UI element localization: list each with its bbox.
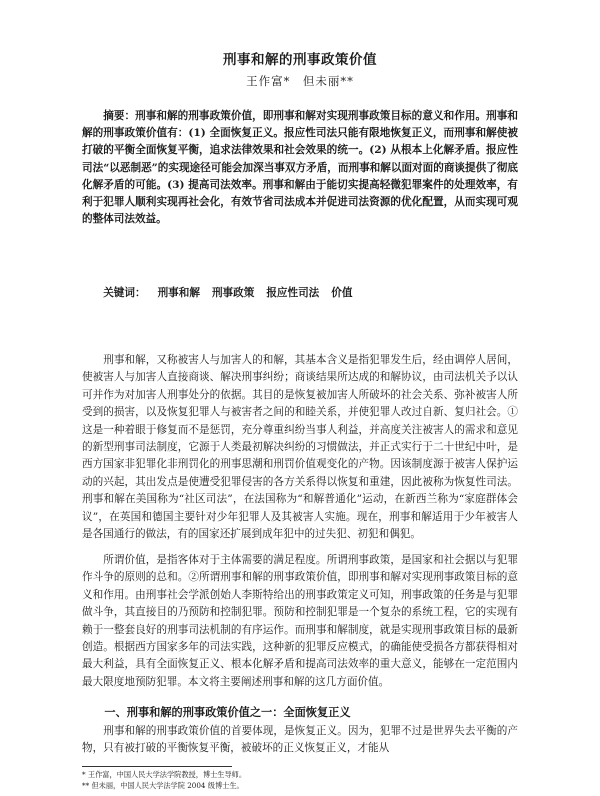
footnote: * 王作富，中国人民大学法学院教授，博士生导师。 <box>82 770 247 779</box>
abstract <box>82 108 518 228</box>
keyword-item: 价值 <box>331 287 353 299</box>
abstract-text: 刑事和解的刑事政策价值，即刑事和解对实现刑事政策目标的意义和作用。刑事和解的刑事政策价值有：(1) 全面恢复正义。报应性司法只能有限地恢复正义，而刑事和解使被打破的平衡全面恢复平衡，追求法律效果和社会效果的统一。(2) 从根本上化解矛盾。报应性司法“以恶制恶”的实现途径可能会加深当事双方矛盾，而刑事和解以面对面的商谈提供了彻底化解矛盾的可能。(3) 提高司法效率。刑事和解由于能切实提高轻微犯罪案件的处理效率，有利于犯罪人顺利实现再社会化，有效节省司法成本并促进司法资源的优化配置，从而实现可观的整体司法效益。 <box>82 110 519 226</box>
footnote-divider <box>82 766 232 767</box>
footnote: ** 但未丽，中国人民大学法学院 2004 级博士生。 <box>82 780 244 790</box>
keyword-item: 刑事和解 <box>157 287 200 299</box>
paper-title: 刑事和解的刑事政策价值 <box>223 52 377 68</box>
footnotes <box>82 770 518 791</box>
keywords-label: 关键词： <box>103 287 146 299</box>
paper-authors: 王作富* 但未丽** <box>246 74 354 88</box>
abstract-label: 摘要： <box>103 110 136 122</box>
keyword-item: 刑事政策 <box>211 287 255 299</box>
body-paragraph-1: 刑事和解，又称被害人与加害人的和解，其基本含义是指犯罪发生后，经由调停人居间，使被害人与加害人直接商谈、解决刑事纠纷；商谈结果所达成的和解协议，由司法机关予以认可并作为对加害人刑事处分的依据。其目的是恢复被加害人所破坏的社会关系、弥补被害人所受到的损害，以及恢复犯罪人与被害者之间的和睦关系，并使犯罪人改过自新、复归社会。①这是一种着眼于修复而不是惩罚，充分尊重纠纷当事人利益，并高度关注被害人的需求和意见的新型刑事司法制度，它源于人类最初解决纠纷的习惯做法，并正式实行于二十世纪中叶，是西方国家非犯罪化非刑罚化的刑事思潮和刑罚价值观变化的产物。因该制度源于被害人保护运动的兴起，其出发点是使遭受犯罪侵害的各方关系得以恢复和重建，因此被称为恢复性司法。刑事和解在美国称为“社区司法”，在法国称为“和解普通化”运动，在新西兰称为“家庭群体会议”，在英国和德国主要针对少年犯罪人及其被害人实施。现在，刑事和解适用于少年被害人是各国通行的做法，有的国家还扩展到成年犯中的过失犯、初犯和偶犯。 <box>82 354 518 541</box>
keyword-item: 报应性司法 <box>266 287 320 299</box>
section-heading: 一、刑事和解的刑事政策价值之一：全面恢复正义 <box>104 705 351 719</box>
keywords <box>82 285 518 300</box>
body-paragraph-3: 刑事和解的刑事政策价值的首要体现，是恢复正义。因为，犯罪不过是世界失去平衡的产物，只有被打破的平衡恢复平衡，被破坏的正义恢复正义，才能从 <box>82 725 518 755</box>
body-paragraph-2: 所谓价值，是指客体对于主体需要的满足程度。所谓刑事政策，是国家和社会据以与犯罪作斗争的原则的总和。②所谓刑事和解的刑事政策价值，即刑事和解对实现刑事政策目标的意义和作用。由刑事社会学派创始人李斯特给出的刑事政策定义可知，刑事政策的任务是与犯罪做斗争，其直接目的乃预防和控制犯罪。预防和控制犯罪是一个复杂的系统工程，它的实现有赖于一整套良好的刑事司法机制的有序运作。而刑事和解制度，就是实现刑事政策目标的最新创造。根据西方国家多年的司法实践，这种新的犯罪反应模式，的确能使受损各方都获得相对最大利益，具有全面恢复正义、根本化解矛盾和提高司法效率的重大意义，能够在一定范围内最大限度地预防犯罪。本文将主要阐述刑事和解的这几方面价值。 <box>82 554 518 688</box>
